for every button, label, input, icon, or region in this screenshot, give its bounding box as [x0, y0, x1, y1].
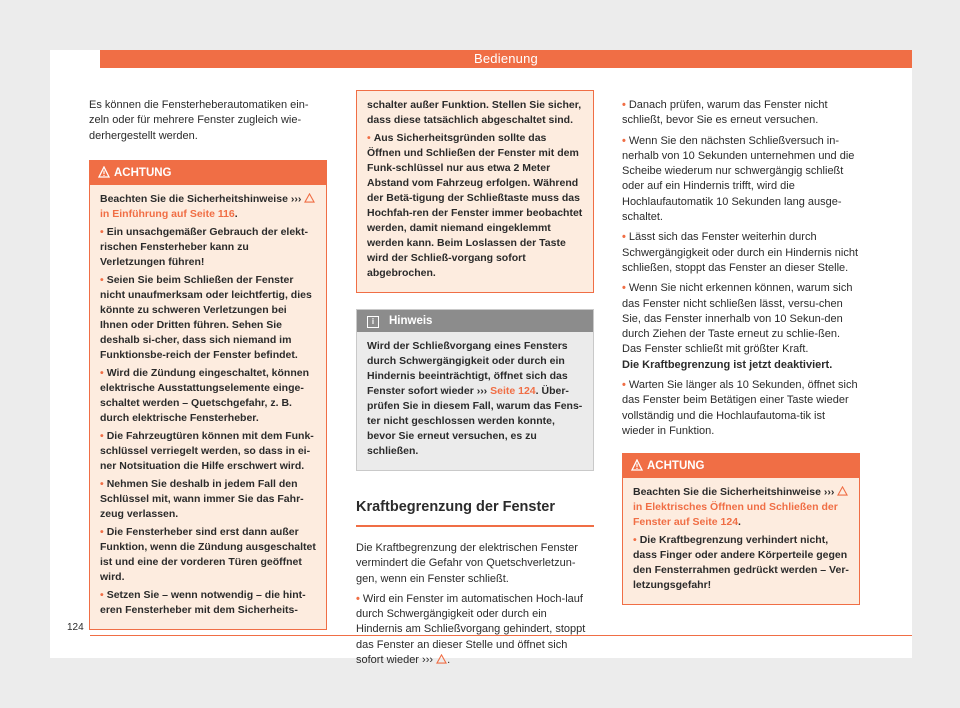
warning-body [623, 478, 859, 604]
bullet-item: • Wenn Sie den nächsten Schließversuch in-nerhalb von 10 Sekunden unternehmen und die Scheibe wiederum nur schwergängig schließt oder auf ein Hindernis trifft, wird die Hochlaufautomatik 10 Sekunden lang ausge-schaltet. [622, 134, 855, 224]
manual-page [50, 50, 912, 667]
warning-item: • Die Fahrzeugtüren können mit dem Funk-schlüssel verriegelt werden, so dass in ei-ner Notsituation die Hilfe erschwert wird. [100, 429, 314, 472]
warning-title: ACHTUNG [114, 166, 172, 179]
warning-box [622, 453, 860, 605]
warning-icon [837, 486, 848, 496]
warning-icon [631, 459, 643, 471]
warning-ref: Beachten Sie die Sicherheitshinweise ››› in Elektrisches Öffnen und Schließen der Fenster auf Seite 124. [633, 485, 849, 530]
bold-statement: Die Kraftbegrenzung ist jetzt deaktiviert. [622, 358, 833, 371]
warning-ref: Beachten Sie die Sicherheitshinweise ››› in Einführung auf Seite 116. [100, 192, 316, 222]
bullet-item: • Lässt sich das Fenster weiterhin durch Schwergängigkeit oder durch ein Hindernis nicht schließen, stoppt das Fenster an dieser Stelle. [622, 231, 859, 274]
warning-continued-text: schalter außer Funktion. Stellen Sie sicher, dass diese tatsächlich abgeschaltet sind. [367, 99, 582, 126]
warning-item: • Nehmen Sie deshalb in jedem Fall den Schlüssel mit, wann immer Sie das Fahr-zeug verlassen. [100, 477, 304, 520]
warning-body [90, 185, 326, 629]
footer-rule [90, 635, 912, 636]
column-1 [89, 98, 327, 630]
hint-body [357, 332, 593, 470]
warning-icon [98, 166, 110, 178]
warning-item: • Seien Sie beim Schließen der Fenster nicht unaufmerksam oder leichtfertig, dies könnte zu schweren Verletzungen bei Ihnen oder Dritten führen. Sehen Sie deshalb si-cher, dass sich niemand im Funktionsbe-reich der Fenster befindet. [100, 273, 312, 361]
section [356, 499, 594, 668]
hint-text: Wird der Schließvorgang eines Fensters durch Schwergängigkeit oder durch ein Hindernis beeinträchtigt, öffnet sich das Fenster sofort wieder ››› Seite 124. Über-prüfen Sie in diesem Fall, warum das Fens-ter nicht geschlossen werden konnte, bevor Sie erneut versuchen, es zu schließen. [367, 340, 583, 457]
warning-body [357, 91, 593, 292]
bullet-item: • Wenn Sie nicht erkennen können, warum sich das Fenster nicht schließen lässt, versu-chen Sie, das Fenster innerhalb von 10 Sekun-den durch Ziehen der Taste erneut zu schlie-ßen. Das Fenster schließt mit größter Kraft. [622, 282, 853, 356]
section-bullet: • Wird ein Fenster im automatischen Hoch-lauf durch Schwergängigkeit oder durch ein Hindernis am Schließvorgang gehindert, stoppt das Fenster an dieser Stelle und öffnet sich sofort wieder ››› . [356, 592, 586, 667]
intro-paragraph: Es können die Fensterheberautomatiken ein-zeln oder für mehrere Fenster zugleich wie-derhergestellt werden. [89, 99, 309, 142]
warning-icon [304, 193, 315, 203]
page-number: 124 [67, 622, 84, 633]
bullet-item: • Warten Sie länger als 10 Sekunden, öffnet sich das Fenster beim Betätigen einer Taste wieder vollständig und die Hochlaufautoma-tik ist wieder in Funktion. [622, 379, 858, 437]
warning-title: ACHTUNG [647, 460, 705, 473]
warning-header [90, 161, 326, 185]
page-reference-link[interactable]: Seite 124 [490, 385, 536, 397]
warning-item: • Ein unsachgemäßer Gebrauch der elekt-rischen Fensterheber kann zu Verletzungen führen! [100, 225, 309, 268]
column-2 [356, 90, 594, 668]
hint-title: Hinweis [389, 315, 433, 327]
page-reference-link[interactable]: in Elektrisches Öffnen und Schließen der Fenster auf Seite 124 [633, 501, 838, 529]
warning-icon [436, 654, 447, 664]
warning-item: • Die Kraftbegrenzung verhindert nicht, dass Finger oder andere Körperteile gegen den Fensterrahmen gedrückt werden – Ver-letzungsgefahr! [633, 534, 849, 592]
warning-item: • Wird die Zündung eingeschaltet, können elektrische Ausstattungselemente einge-schaltet werden – Quetschgefahr, z. B. durch elektrische Fensterheber. [100, 366, 310, 424]
hint-header [357, 310, 593, 332]
warning-item: • Aus Sicherheitsgründen sollte das Öffnen und Schließen der Fenster mit dem Funk-schlüssel nur aus etwa 2 Meter Abstand vom Fahrzeug erfolgen. Während der Betä-tigung der Schließtaste muss das Hochfah-ren der Fenster immer beobachtet werden, damit niemand eingeklemmt werden kann. Beim Loslassen der Taste wird der Schließ-vorgang sofort abgebrochen. [367, 132, 583, 279]
hint-box [356, 309, 594, 471]
warning-box [89, 160, 327, 630]
section-divider [356, 525, 594, 527]
warning-box-continued [356, 90, 594, 293]
warning-item: • Setzen Sie – wenn notwendig – die hint-eren Fensterheber mit dem Sicherheits- [100, 588, 306, 616]
info-icon: i [367, 316, 379, 328]
page-reference-link[interactable]: in Einführung auf Seite 116 [100, 207, 235, 220]
section-paragraph: Die Kraftbegrenzung der elektrischen Fenster vermindert die Gefahr von Quetschverletzun-gen, wenn ein Fenster schließt. [356, 542, 578, 585]
warning-item: • Die Fensterheber sind erst dann außer Funktion, wenn die Zündung ausgeschaltet ist und eine der vorderen Türen geöffnet wird. [100, 525, 316, 583]
warning-header [623, 454, 859, 478]
column-3 [622, 98, 860, 605]
bullet-item: • Danach prüfen, warum das Fenster nicht schließt, bevor Sie es erneut versuchen. [622, 99, 828, 127]
section-title: Kraftbegrenzung der Fenster [356, 499, 555, 515]
page-header: Bedienung [100, 50, 912, 68]
